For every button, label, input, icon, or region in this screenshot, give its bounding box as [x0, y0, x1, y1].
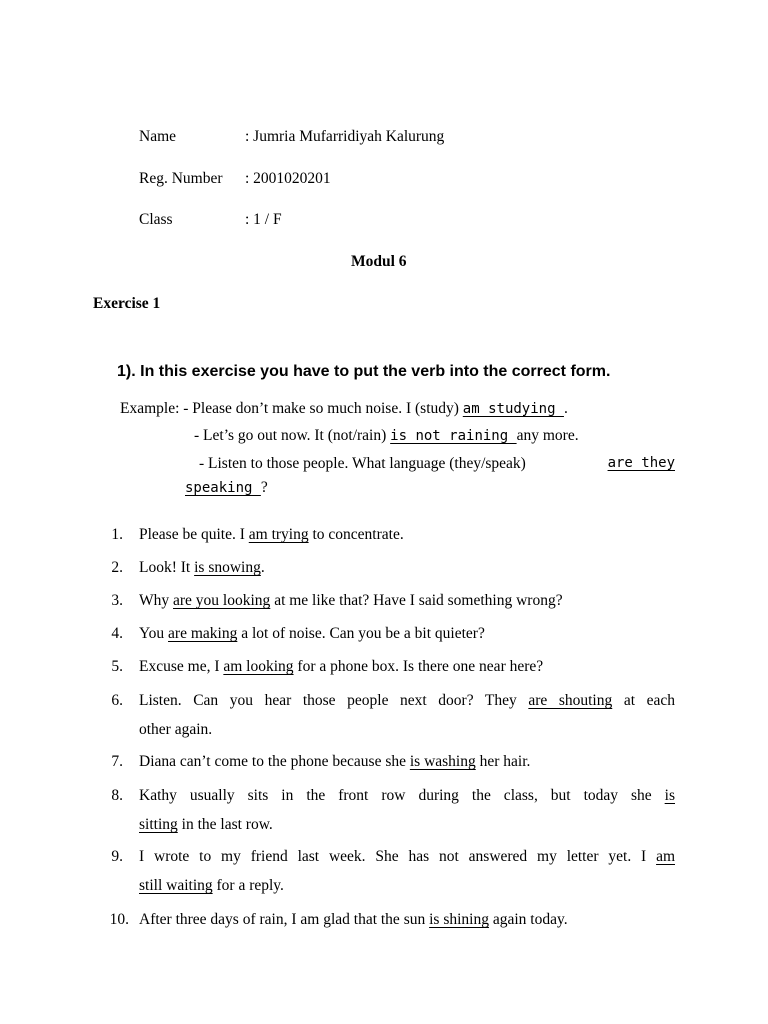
item-8-answer-part2: sitting [139, 816, 178, 833]
example-3-answer-part1: are they [607, 455, 675, 471]
item-3-text-end: at me like that? Have I said something wrong? [270, 592, 563, 609]
item-5-number: 5. [111, 658, 123, 675]
example-3 [199, 456, 675, 472]
example-3-answer-part2: speaking [185, 480, 261, 496]
item-10 [139, 912, 568, 928]
item-4-text-end: a lot of noise. Can you be a bit quieter? [237, 625, 485, 642]
item-3-answer: are you looking [173, 592, 271, 609]
item-6-continuation: other again. [139, 721, 213, 738]
item-10-text: After three days of rain, I am glad that the sun [139, 911, 430, 928]
item-7-text-end: her hair. [475, 753, 531, 770]
example-1-end: . [563, 400, 568, 417]
item-8-answer-part1: is [664, 787, 675, 804]
item-5-answer: am looking [223, 658, 294, 675]
item-2 [139, 560, 265, 576]
item-5-text-end: for a phone box. Is there one near here? [293, 658, 544, 675]
item-6 [139, 693, 675, 709]
item-4-number: 4. [111, 625, 123, 642]
example-1 [120, 401, 568, 417]
module-title: Modul 6 [351, 253, 407, 270]
item-4-answer: are making [168, 625, 238, 642]
item-1-number: 1. [111, 526, 123, 543]
item-7-text: Diana can’t come to the phone because she [139, 753, 410, 770]
item-1 [139, 527, 404, 543]
item-10-text-end: again today. [488, 911, 568, 928]
item-6-number: 6. [111, 692, 123, 709]
item-1-answer: am trying [248, 526, 309, 543]
example-3-cont [185, 480, 268, 496]
name-value: : Jumria Mufarridiyah Kalurung [245, 128, 445, 145]
item-9-text-end: for a reply. [212, 877, 284, 894]
item-8-text-end: in the last row. [177, 816, 273, 833]
item-1-text: Please be quite. I [139, 526, 249, 543]
item-6-text: Listen. Can you hear those people next door? They [139, 692, 529, 709]
item-8 [139, 788, 675, 804]
item-9-text: I wrote to my friend last week. She has not answered my letter yet. I [139, 848, 657, 865]
item-6-answer: are shouting [528, 692, 613, 709]
exercise-heading: Exercise 1 [93, 295, 161, 312]
example-3-end: ? [260, 479, 268, 496]
example-2-answer: is not raining [390, 428, 517, 444]
instruction-text: 1). In this exercise you have to put the verb into the correct form. [117, 363, 611, 380]
name-label: Name [139, 128, 177, 145]
item-2-answer: is snowing [194, 559, 261, 576]
item-7-answer: is washing [409, 753, 476, 770]
item-9-answer-part1: am [656, 848, 675, 865]
example-3-prompt: - Listen to those people. What language (they/speak) [199, 455, 526, 472]
item-8-text: Kathy usually sits in the front row during the class, but today she [139, 787, 665, 804]
example-2-prompt: - Let’s go out now. It (not/rain) [194, 427, 391, 444]
item-5-text: Excuse me, I [139, 658, 224, 675]
item-8-number: 8. [111, 787, 123, 804]
item-6-text-end: at each [612, 692, 675, 709]
example-1-answer: am studying [462, 401, 564, 417]
item-9-continuation [139, 878, 284, 894]
item-2-text-end: . [260, 559, 265, 576]
reg-number-value: : 2001020201 [245, 170, 331, 187]
item-4-text: You [139, 625, 169, 642]
example-2-end: any more. [516, 427, 579, 444]
item-9-answer-part2: still waiting [139, 877, 213, 894]
item-9-number: 9. [111, 848, 123, 865]
item-10-number: 10. [109, 911, 129, 928]
class-value: : 1 / F [245, 211, 282, 228]
item-7-number: 7. [111, 753, 123, 770]
item-10-answer: is shining [429, 911, 489, 928]
item-2-text: Look! It [139, 559, 195, 576]
item-1-text-end: to concentrate. [308, 526, 404, 543]
item-9 [139, 849, 675, 865]
item-4 [139, 626, 485, 642]
reg-number-label: Reg. Number [139, 170, 223, 187]
item-3-number: 3. [111, 592, 123, 609]
item-3-text: Why [139, 592, 174, 609]
item-5 [139, 659, 543, 675]
item-7 [139, 754, 530, 770]
example-2 [194, 428, 579, 444]
example-1-prompt: Example: - Please don’t make so much noise. I (study) [120, 400, 463, 417]
class-label: Class [139, 211, 173, 228]
item-3 [139, 593, 563, 609]
item-8-continuation [139, 817, 273, 833]
item-2-number: 2. [111, 559, 123, 576]
